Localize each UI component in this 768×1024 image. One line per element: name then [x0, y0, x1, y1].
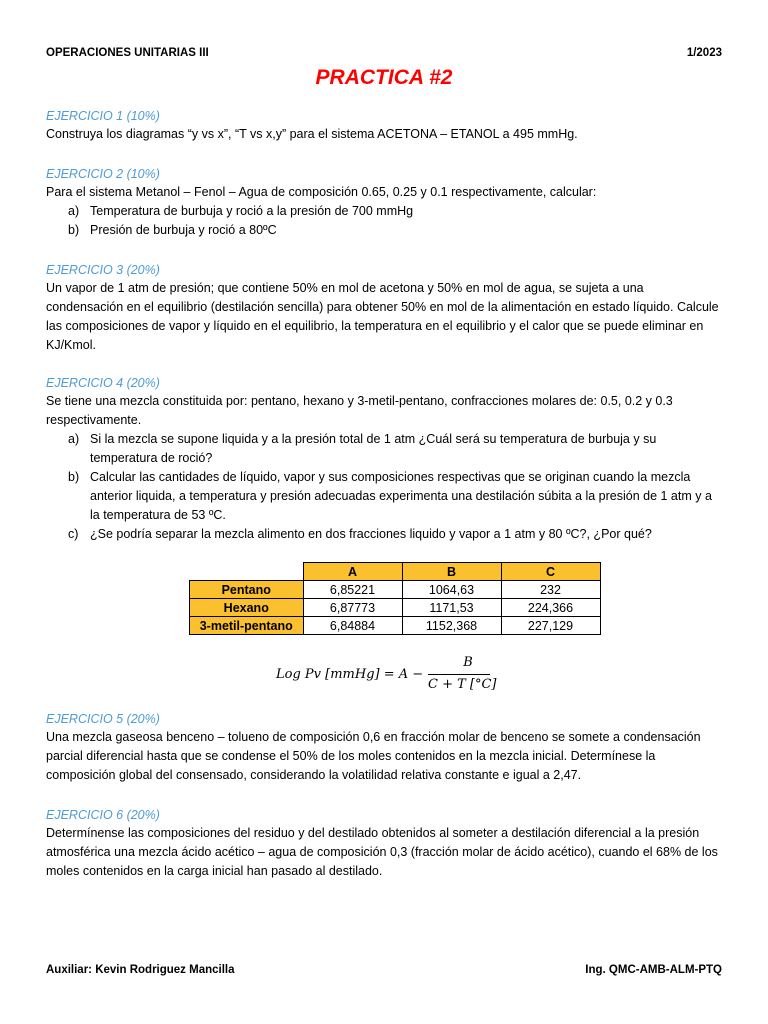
table-cell: 6,87773 [303, 599, 402, 617]
table-cell: 1064,63 [402, 581, 501, 599]
list-marker: a) [68, 432, 80, 446]
antoine-equation [276, 655, 496, 695]
list-item [46, 430, 722, 468]
exercise-5-text: Una mezcla gaseosa benceno – tolueno de composición 0,6 en fracción molar de benceno se somete a condensación parcial diferencial hasta que se condense el 50% de los moles contenidos en la mezcla inicial. Determínese la composición global del consensado, considerando la volatilidad relativa constante e igual a 2,47. [46, 730, 701, 782]
exercise-1-heading: EJERCICIO 1 (10%) [46, 109, 160, 123]
equation-denominator: C + T [°C] [428, 677, 497, 692]
list-item-text: ¿Se podría separar la mezcla alimento en dos fracciones liquido y vapor a 1 atm y 80 ºC?, ¿Por qué? [90, 527, 652, 541]
exercise-3 [46, 262, 722, 355]
table-row [190, 581, 601, 599]
exercise-3-heading: EJERCICIO 3 (20%) [46, 263, 160, 277]
table-header-row [190, 563, 601, 581]
engineer-name: Ing. QMC-AMB-ALM-PTQ [585, 964, 722, 976]
exercise-2-heading: EJERCICIO 2 (10%) [46, 167, 160, 181]
page-footer [46, 964, 722, 976]
row-label: 3-metil-pentano [190, 617, 304, 635]
table-cell: 6,85221 [303, 581, 402, 599]
table-cell: 1152,368 [402, 617, 501, 635]
column-header: A [303, 563, 402, 581]
column-header: C [501, 563, 600, 581]
list-item [46, 468, 722, 525]
document-page [46, 0, 722, 1024]
list-item-text: Presión de burbuja y roció a 80ºC [90, 223, 277, 237]
table-cell: 227,129 [501, 617, 600, 635]
table-row [190, 599, 601, 617]
equation-lhs: Log Pv [mmHg] = A − [276, 667, 424, 682]
exercise-6-text: Determínense las composiciones del residuo y del destilado obtenidos al someter a destilación diferencial a la presión atmosférica una mezcla ácido acético – agua de composición 0,3 (fracción molar de ácido acético), cuando el 68% de los moles contenidos en la carga inicial han pasado al destilado. [46, 826, 718, 878]
table-corner-cell [190, 563, 304, 581]
exercise-2-text: Para el sistema Metanol – Fenol – Agua de composición 0.65, 0.25 y 0.1 respectivamente, calcular: [46, 185, 597, 199]
list-item-text: Si la mezcla se supone liquida y a la presión total de 1 atm ¿Cuál será su temperatura de burbuja y su temperatura de roció? [90, 432, 657, 465]
equation-numerator: B [463, 655, 473, 670]
term-label: 1/2023 [686, 47, 722, 59]
exercise-4-heading: EJERCICIO 4 (20%) [46, 376, 160, 390]
table-cell: 6,84884 [303, 617, 402, 635]
list-marker: b) [68, 470, 80, 484]
antoine-constants-table [189, 562, 601, 635]
table-cell: 1171,53 [402, 599, 501, 617]
course-name: OPERACIONES UNITARIAS III [46, 47, 209, 59]
exercise-2 [46, 166, 722, 240]
assistant-name: Auxiliar: Kevin Rodriguez Mancilla [46, 964, 235, 976]
list-item [46, 525, 722, 544]
exercise-4 [46, 375, 722, 544]
list-marker: c) [68, 527, 79, 541]
list-marker: a) [68, 204, 80, 218]
table-cell: 224,366 [501, 599, 600, 617]
exercise-6-heading: EJERCICIO 6 (20%) [46, 808, 160, 822]
exercise-5-heading: EJERCICIO 5 (20%) [46, 712, 160, 726]
fraction-bar [428, 674, 490, 675]
table-cell: 232 [501, 581, 600, 599]
page-title: PRACTICA #2 [315, 66, 453, 89]
column-header: B [402, 563, 501, 581]
row-label: Hexano [190, 599, 304, 617]
exercise-4-text: Se tiene una mezcla constituida por: pentano, hexano y 3-metil-pentano, confracciones molares de: 0.5, 0.2 y 0.3 respectivamente. [46, 394, 673, 427]
exercise-5 [46, 711, 722, 785]
page-header [46, 47, 722, 59]
list-marker: b) [68, 223, 80, 237]
exercise-1-text: Construya los diagramas “y vs x”, “T vs x,y” para el sistema ACETONA – ETANOL a 495 mmHg. [46, 127, 578, 141]
exercise-1 [46, 108, 722, 144]
table-row [190, 617, 601, 635]
list-item [46, 221, 722, 240]
row-label: Pentano [190, 581, 304, 599]
exercise-3-text: Un vapor de 1 atm de presión; que contiene 50% en mol de acetona y 50% en mol de agua, se sujeta a una condensación en el equilibrio (destilación sencilla) para obtener 50% en mol de la alimentación en estado líquido. Calcule las composiciones de vapor y líquido en el equilibrio, la temperatura en el equilibrio y el calor que se puede eliminar en KJ/Kmol. [46, 281, 719, 352]
list-item-text: Temperatura de burbuja y roció a la presión de 700 mmHg [90, 204, 414, 218]
list-item [46, 202, 722, 221]
exercise-6 [46, 807, 722, 881]
list-item-text: Calcular las cantidades de líquido, vapor y sus composiciones respectivas que se originan cuando la mezcla anterior liquida, a temperatura y presión adecuadas experimenta una destilación súbita a la presión de 1 atm y a la temperatura de 53 ºC. [90, 470, 712, 522]
